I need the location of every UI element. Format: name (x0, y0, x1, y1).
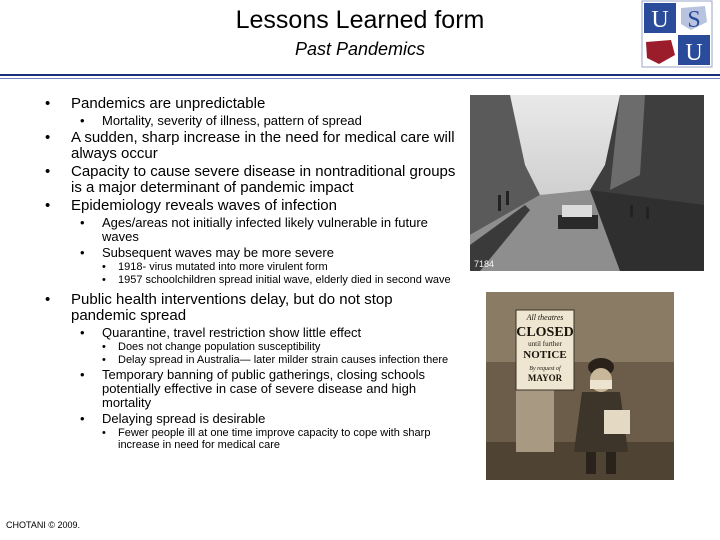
bullet-4: • Epidemiology reveals waves of infection (40, 198, 460, 214)
bullet-1-1: • Mortality, severity of illness, pattern of spread (40, 114, 460, 128)
logo-letter-1: U (651, 7, 669, 33)
sign-line-1: All theatres (526, 313, 564, 322)
header-rule-light (0, 78, 720, 79)
bullet-2: • A sudden, sharp increase in the need for medical care will always occur (40, 130, 460, 162)
bullet-5-1-2: • Delay spread in Australia— later milder strain causes infection there (40, 354, 460, 366)
bullet-4-1: • Ages/areas not initially infected likely vulnerable in future waves (40, 216, 460, 244)
bullet-5: • Public health interventions delay, but do not stop pandemic spread (40, 292, 460, 324)
logo-letter-3: U (685, 40, 703, 66)
logo-letter-2: S (687, 7, 701, 33)
bullet-4-2-2: • 1957 schoolchildren spread initial wave, elderly died in second wave (40, 274, 460, 286)
bullet-5-1: • Quarantine, travel restriction show little effect (40, 326, 460, 340)
sign-line-5: By request of (529, 366, 561, 372)
street-parade-photo (470, 95, 704, 271)
bullet-5-1-1: • Does not change population susceptibility (40, 341, 460, 353)
copyright-footer: CHOTANI © 2009. (6, 520, 80, 530)
bullet-1: • Pandemics are unpredictable (40, 96, 460, 112)
sign-line-2: CLOSED (516, 325, 574, 340)
sign-line-3: until further (528, 340, 562, 348)
slide-title: Lessons Learned form (235, 6, 485, 34)
theatres-closed-photo (486, 292, 674, 480)
bullet-3: • Capacity to cause severe disease in nontraditional groups is a major determinant of pandemic impact (40, 164, 460, 196)
header-rule-dark (0, 74, 720, 76)
photo1-caption: 7184 (474, 259, 495, 269)
bullet-4-2-1: • 1918- virus mutated into more virulent form (40, 261, 460, 273)
usu-logo (641, 0, 713, 68)
bullet-5-3-1: • Fewer people ill at one time improve capacity to cope with sharp increase in need for medical care (40, 427, 460, 451)
sign-line-6: MAYOR (527, 373, 563, 383)
bullet-list (40, 94, 460, 451)
bullet-5-2: • Temporary banning of public gatherings, closing schools potentially effective in case of severe disease and high mortality (40, 368, 460, 410)
slide-subtitle: Past Pandemics (294, 39, 426, 59)
bullet-4-2: • Subsequent waves may be more severe (40, 246, 460, 260)
bullet-5-3: • Delaying spread is desirable (40, 412, 460, 426)
sign-line-4: NOTICE (523, 349, 567, 361)
